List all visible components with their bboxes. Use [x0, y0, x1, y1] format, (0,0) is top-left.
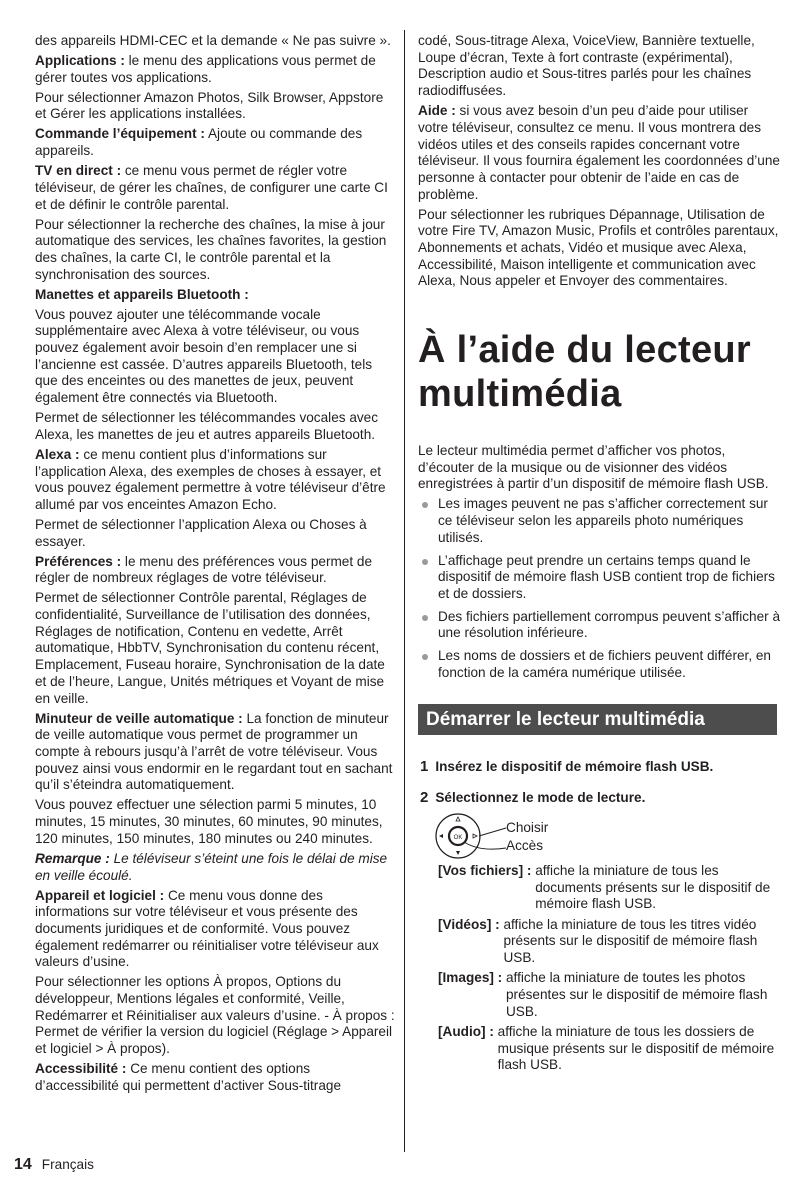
- access-label: Accès: [506, 838, 544, 853]
- paragraph: [35, 33, 395, 50]
- definition-description: affiche la miniature de tous les documents présents sur le dispositif de mémoire flash USB.: [535, 863, 771, 912]
- paragraph-text: Permet de sélectionner les télécommandes vocales avec Alexa, les manettes de jeu et autres appareils Bluetooth.: [35, 410, 379, 442]
- paragraph-text: Permet de sélectionner l’application Alexa ou Choses à essayer.: [35, 516, 367, 549]
- bullet-list: [418, 496, 780, 681]
- paragraph-text: Pour sélectionner Amazon Photos, Silk Browser, Appstore et Gérer les applications installées.: [35, 89, 384, 122]
- page-number: 14: [14, 1156, 32, 1173]
- bullet-icon: [422, 502, 428, 508]
- paragraph: [35, 447, 395, 514]
- bullet-icon: [422, 615, 428, 621]
- paragraph: [35, 1061, 395, 1094]
- paragraph-term: Appareil et logiciel :: [35, 887, 165, 903]
- paragraph-term: Alexa :: [35, 446, 80, 462]
- bullet-item: [418, 496, 780, 546]
- paragraph-term: Minuteur de veille automatique :: [35, 710, 243, 726]
- paragraph-text: Ajoute ou commande des appareils.: [35, 126, 363, 159]
- paragraph: [418, 103, 780, 203]
- definition-term: [Vidéos] :: [438, 916, 504, 932]
- section-title: Démarrer le lecteur multimédia: [418, 704, 777, 735]
- bullet-icon: [422, 559, 428, 565]
- choose-label: Choisir: [506, 820, 549, 835]
- paragraph: [35, 410, 395, 443]
- column-divider: [404, 30, 405, 1152]
- paragraph-text: Ce menu contient des options d’accessibilité qui permettent d’activer Sous-titrage: [35, 1061, 342, 1093]
- paragraph-text: Pour sélectionner les options À propos, Options du développeur, Mentions légales et conformité, Veille, Redémarrer et Réinitialiser aux valeurs d’usine. - À propos : Permet de vérifier la version du logiciel (Réglage > Appareil et logiciel > À propos).: [35, 974, 395, 1057]
- paragraph-term: Manettes et appareils Bluetooth :: [35, 286, 249, 302]
- paragraph: [418, 207, 780, 291]
- paragraph: [35, 163, 395, 213]
- page-heading: À l’aide du lecteur multimédia: [418, 329, 752, 415]
- bullet-text: Les images peuvent ne pas s’afficher correctement sur ce téléviseur selon les appareils photo numériques utilisés.: [438, 496, 768, 545]
- intro-block: [418, 443, 780, 687]
- footer-language: Français: [41, 1157, 94, 1172]
- paragraph-term: TV en direct :: [35, 163, 122, 179]
- step-1: [420, 759, 713, 776]
- step-number: 2: [420, 789, 429, 806]
- paragraph-term: Préférences :: [35, 553, 122, 569]
- paragraph: [35, 888, 395, 972]
- paragraph-term: Remarque :: [35, 850, 110, 866]
- paragraph-text: ce menu vous permet de régler votre téléviseur, de gérer les chaînes, de configurer une carte CI et de définir le contrôle parental.: [35, 163, 388, 212]
- paragraph-text: La fonction de minuteur de veille automatique vous permet de programmer un compte à rebours jusqu’à l’arrêt de votre téléviseur. Vous pouvez ainsi vous endormir en le regardant tout en sachant qu’il s’éteindra automatiquement.: [35, 710, 393, 793]
- paragraph: [35, 590, 395, 707]
- paragraph-text: codé, Sous-titrage Alexa, VoiceView, Bannière textuelle, Loupe d’écran, Texte à fort contraste (expérimental), Description audio et Sous-titres parlés pour les chaînes radiodiffusées.: [418, 33, 755, 99]
- paragraph: [35, 90, 395, 123]
- intro-text: Le lecteur multimédia permet d’afficher vos photos, d’écouter de la musique ou de visionner des vidéos enregistrées à partir d’un dispositif de mémoire flash USB.: [418, 443, 769, 492]
- paragraph-text: Permet de sélectionner Contrôle parental, Réglages de confidentialité, Surveillance de l’utilisation des données, Réglages de notification, Contenu en vedette, Arrêt automatique, HbbTV, Synchronisation du contenu récent, Emplacement, Fuseau horaire, Synchronisation de la date et de l’heure, Langue, Unités métriques et Voyant de mise en veille.: [35, 590, 385, 706]
- bullet-item: [418, 609, 780, 642]
- paragraph: [35, 307, 395, 407]
- left-column: [35, 33, 395, 1098]
- paragraph: [35, 851, 395, 884]
- paragraph-text: Pour sélectionner la recherche des chaînes, la mise à jour automatique des services, les chaînes favorites, la gestion des chaînes, la carte CI, le contrôle parental et la synchronisation des sources.: [35, 216, 387, 282]
- right-column-text: [418, 33, 780, 293]
- paragraph: [35, 797, 395, 847]
- definition-term: [Vos fichiers] :: [438, 863, 536, 878]
- bullet-text: Des fichiers partiellement corrompus peuvent s’afficher à une résolution inférieure.: [438, 608, 781, 641]
- definition-list: [438, 863, 783, 1077]
- bullet-item: [418, 648, 780, 681]
- paragraph: [35, 554, 395, 587]
- definition-term: [Audio] :: [438, 1023, 498, 1039]
- paragraph-term: Commande l’équipement :: [35, 126, 205, 142]
- remote-dpad-diagram: [420, 812, 560, 862]
- paragraph-text: ce menu contient plus d’informations sur l’application Alexa, des exemples de choses à essayer, et vous pouvez également permettre à votre téléviseur d’être allumé par vos enceintes Amazon Echo.: [35, 446, 386, 512]
- bullet-item: [418, 553, 780, 603]
- paragraph-text: Vous pouvez effectuer une sélection parmi 5 minutes, 10 minutes, 15 minutes, 30 minutes, 60 minutes, 90 minutes, 120 minutes, 150 minutes, 180 minutes ou 240 minutes.: [35, 797, 383, 846]
- step-text: Insérez le dispositif de mémoire flash USB.: [435, 759, 714, 774]
- definition-item: [438, 863, 783, 913]
- paragraph-text: Vous pouvez ajouter une télécommande vocale supplémentaire avec Alexa à votre téléviseur, ou vous pouvez également avoir besoin d’en remplacer une si l’ancienne est cassée. D’autres appareils Bluetooth, tels que des enceintes ou des manettes de jeux, peuvent également être connectés via Bluetooth.: [35, 306, 373, 406]
- definition-description: affiche la miniature de toutes les photos présentes sur le dispositif de mémoire flash USB.: [505, 970, 768, 1019]
- step-2: [420, 790, 645, 807]
- page-footer: [14, 1157, 94, 1174]
- bullet-icon: [422, 654, 428, 660]
- bullet-text: L’affichage peut prendre un certains temps quand le dispositif de mémoire flash USB contient trop de fichiers et de dossiers.: [438, 552, 775, 601]
- paragraph-term: Aide :: [418, 103, 456, 119]
- paragraph: [35, 517, 395, 550]
- paragraph: [35, 217, 395, 284]
- paragraph-text: le menu des applications vous permet de gérer toutes vos applications.: [35, 53, 376, 85]
- step-number: 1: [420, 758, 429, 775]
- paragraph-term: Applications :: [35, 53, 125, 68]
- paragraph: [35, 711, 395, 795]
- paragraph: [35, 287, 395, 304]
- step-text: Sélectionnez le mode de lecture.: [435, 790, 646, 805]
- paragraph: [418, 33, 780, 100]
- definition-item: [438, 917, 783, 967]
- paragraph-term: Accessibilité :: [35, 1061, 127, 1077]
- definition-term: [Images] :: [438, 970, 506, 986]
- paragraph: [35, 126, 395, 159]
- paragraph-text: si vous avez besoin d’un peu d’aide pour utiliser votre téléviseur, consultez ce menu. Il vous montrera des vidéos utiles et des conseils rapides concernant votre téléviseur. Il vous fournira également les coordonnées d’une personne à contacter pour obtenir de l’aide en cas de problème.: [418, 103, 780, 202]
- paragraph-text: Le téléviseur s’éteint une fois le délai de mise en veille écoulé.: [35, 850, 388, 883]
- definition-item: [438, 970, 783, 1020]
- paragraph-text: des appareils HDMI-CEC et la demande « Ne pas suivre ».: [35, 33, 391, 48]
- definition-item: [438, 1024, 783, 1074]
- bullet-text: Les noms de dossiers et de fichiers peuvent différer, en fonction de la caméra numérique utilisée.: [438, 648, 771, 680]
- paragraph-text: Ce menu vous donne des informations sur votre téléviseur et vous présente des documents juridiques et de conformité. Vous pouvez également redémarrer ou réinitialiser votre téléviseur aux valeurs d’usine.: [35, 887, 379, 970]
- paragraph-text: le menu des préférences vous permet de régler de nombreux réglages de votre téléviseur.: [35, 553, 373, 586]
- definition-description: affiche la miniature de tous les titres vidéo présents sur le dispositif de mémoire flash USB.: [503, 916, 758, 966]
- paragraph: [35, 974, 395, 1058]
- paragraph: [35, 53, 395, 86]
- ok-label: OK: [453, 835, 463, 841]
- paragraph-text: Pour sélectionner les rubriques Dépannage, Utilisation de votre Fire TV, Amazon Music, Profils et contrôles parentaux, Abonnements et achats, Vidéo et musique avec Alexa, Accessibilité, Maison intelligente et communication avec Alexa, Nous appeler et Envoyer des commentaires.: [418, 206, 779, 289]
- definition-description: affiche la miniature de tous les dossiers de musique présents sur le dispositif de mémoire flash USB.: [497, 1023, 775, 1073]
